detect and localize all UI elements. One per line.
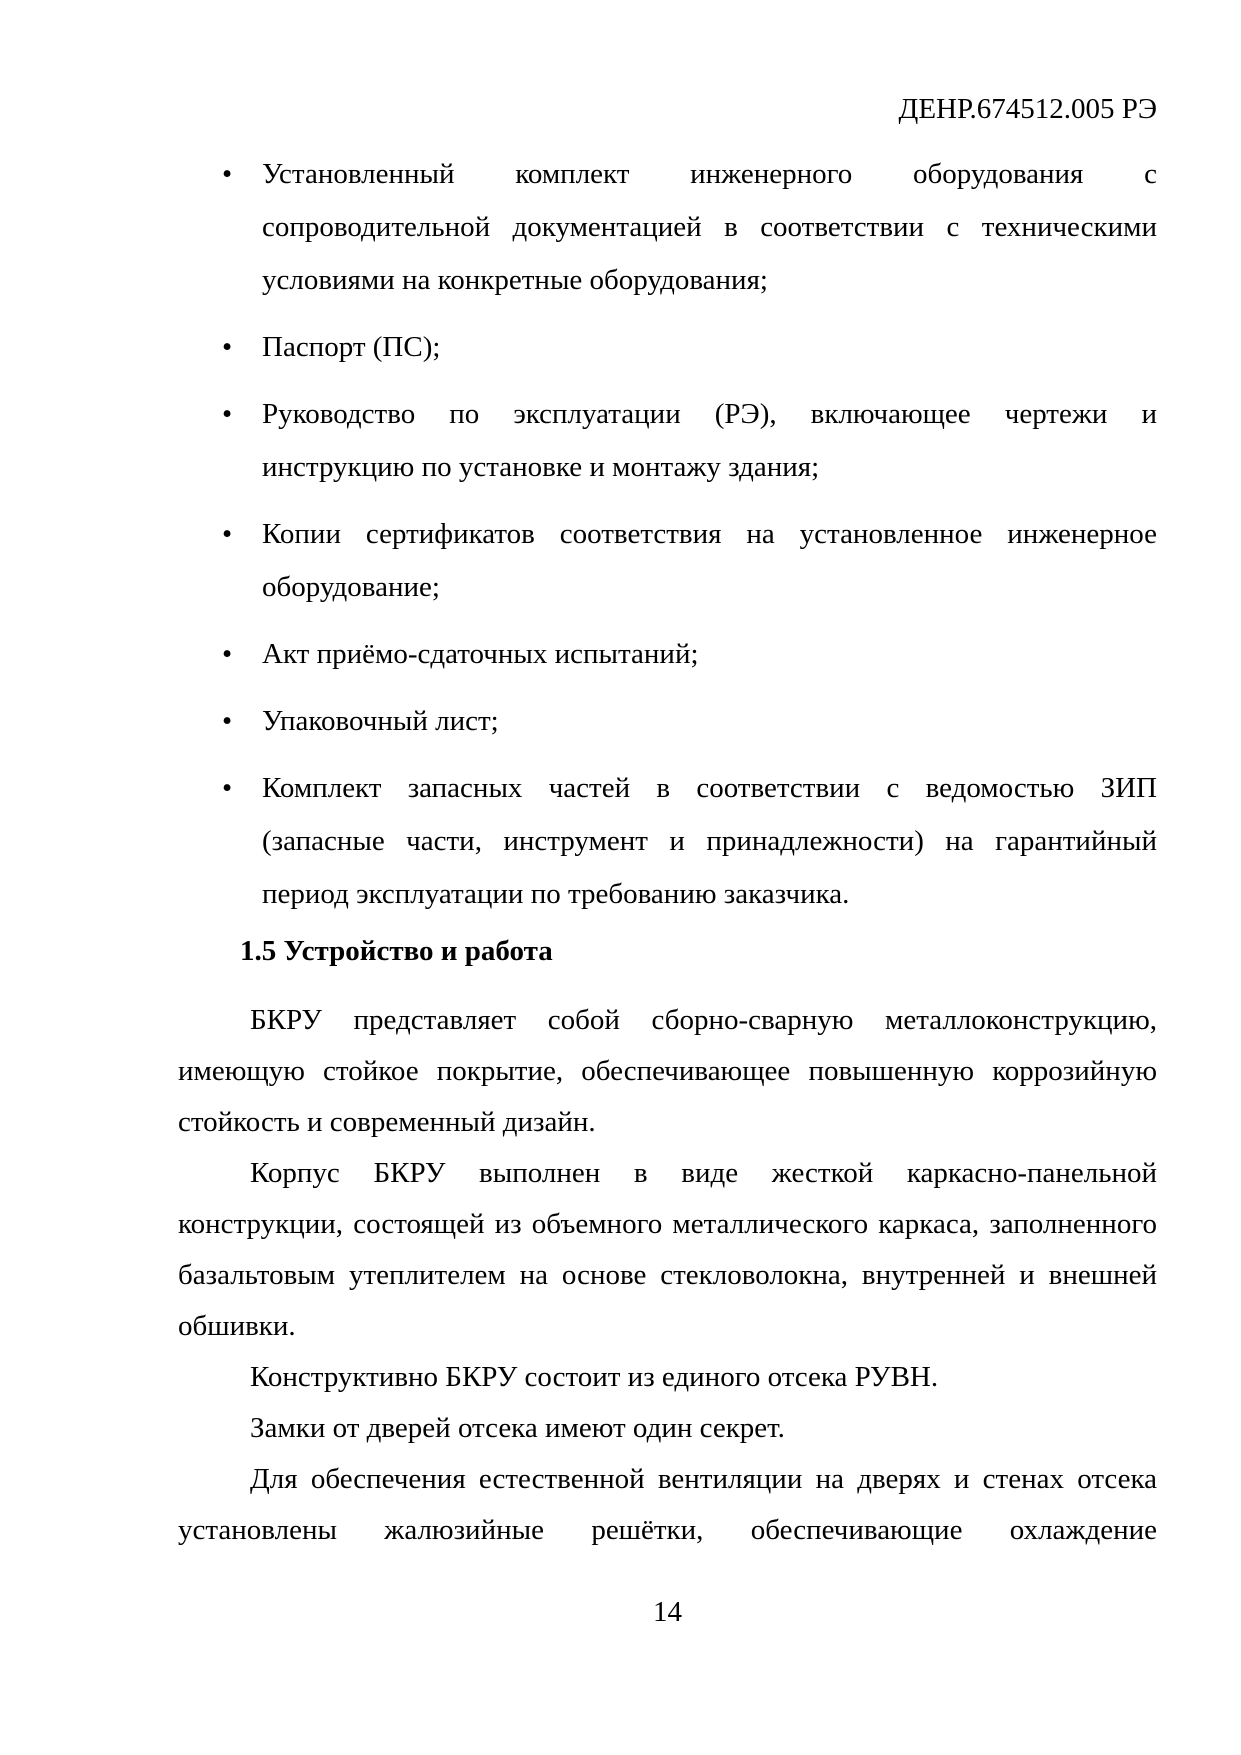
list-item (222, 762, 1157, 921)
list-item (222, 695, 1157, 748)
list-item (222, 321, 1157, 374)
bullet-icon: • (222, 331, 233, 363)
list-item (222, 388, 1157, 494)
bullet-line: период эксплуатации по требованию заказчика. (262, 878, 850, 910)
bullet-line: Комплект запасных частей в соответствии с ведомостью ЗИП (262, 772, 1157, 804)
paragraph (178, 1454, 1157, 1556)
paragraph (178, 1403, 1157, 1454)
bullet-line: (запасные части, инструмент и принадлежности) на гарантийный (262, 825, 1157, 857)
text-line: установлены жалюзийные решётки, обеспечивающие охлаждение (178, 1514, 1157, 1546)
bullet-icon: • (222, 638, 233, 670)
text-line: Конструктивно БКРУ состоит из единого отсека РУВН. (250, 1361, 939, 1393)
bullet-icon: • (222, 772, 233, 804)
bullet-line: Акт приёмо-сдаточных испытаний; (262, 638, 699, 670)
bullet-line: Паспорт (ПС); (262, 331, 441, 363)
bullet-line: Руководство по эксплуатации (РЭ), включающее чертежи и (262, 398, 1157, 430)
text-line: конструкции, состоящей из объемного металлического каркаса, заполненного (178, 1208, 1157, 1240)
bullet-line: Упаковочный лист; (262, 705, 499, 737)
text-line: имеющую стойкое покрытие, обеспечивающее повышенную коррозийную (178, 1055, 1157, 1087)
bullet-icon: • (222, 158, 233, 190)
text-line: Для обеспечения естественной вентиляции на дверях и стенах отсека (250, 1463, 1157, 1495)
document-number: ДЕНР.674512.005 РЭ (898, 93, 1157, 125)
section-heading: 1.5 Устройство и работа (240, 935, 553, 967)
bullet-line: Установленный комплект инженерного оборудования с (262, 158, 1157, 190)
text-line: БКРУ представляет собой сборно-сварную металлоконструкцию, (250, 1004, 1157, 1036)
bullet-line: инструкцию по установке и монтажу здания; (262, 451, 820, 483)
text-line: обшивки. (178, 1310, 296, 1342)
paragraph (178, 1148, 1157, 1352)
list-item (222, 148, 1157, 307)
list-item (222, 508, 1157, 614)
bullet-list (178, 148, 1157, 921)
bullet-line: условиями на конкретные оборудования; (262, 264, 768, 296)
bullet-icon: • (222, 398, 233, 430)
text-line: базальтовым утеплителем на основе стекловолокна, внутренней и внешней (178, 1259, 1157, 1291)
text-line: Корпус БКРУ выполнен в виде жесткой каркасно-панельной (250, 1157, 1157, 1189)
text-line: Замки от дверей отсека имеют один секрет. (250, 1412, 785, 1444)
body-paragraphs (178, 995, 1157, 1556)
text-line: стойкость и современный дизайн. (178, 1106, 596, 1138)
bullet-line: оборудование; (262, 571, 440, 603)
bullet-icon: • (222, 705, 233, 737)
bullet-line: сопроводительной документацией в соответствии с техническими (262, 211, 1157, 243)
paragraph (178, 1352, 1157, 1403)
page-number: 14 (653, 1596, 682, 1628)
bullet-icon: • (222, 518, 233, 550)
paragraph (178, 995, 1157, 1148)
list-item (222, 628, 1157, 681)
bullet-line: Копии сертификатов соответствия на установленное инженерное (262, 518, 1157, 550)
